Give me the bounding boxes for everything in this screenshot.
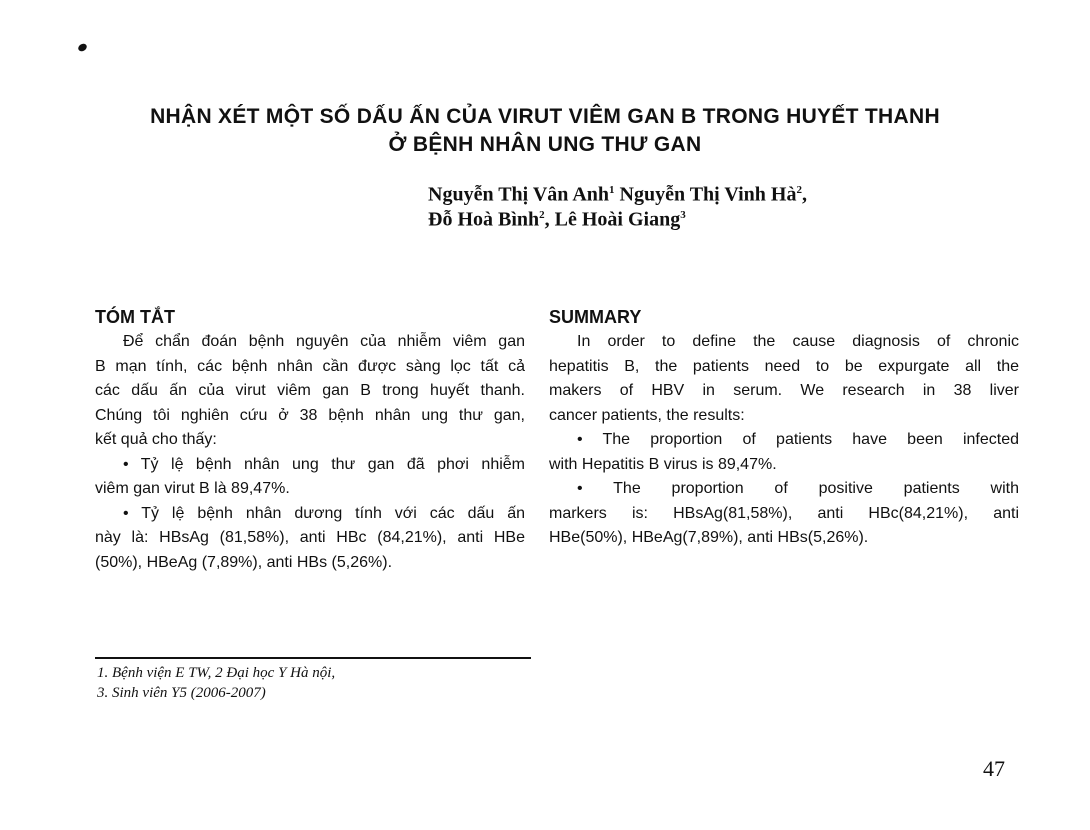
text-line: các dấu ấn của virut viêm gan B trong huyết thanh. — [95, 382, 525, 399]
author-name: Nguyễn Thị Vân Anh — [428, 183, 610, 206]
affiliation-mark: 2 — [539, 209, 545, 221]
summary-heading: SUMMARY — [549, 307, 642, 327]
affiliation-mark: 2 — [796, 184, 802, 196]
tomtat-section — [95, 305, 525, 575]
author-name: Nguyễn Thị Vinh Hà — [614, 183, 797, 206]
bullet-line: • The proportion of positive patients with — [577, 480, 1019, 497]
text-line: (50%), HBeAg (7,89%), anti HBs (5,26%). — [95, 553, 393, 571]
affiliation-mark: 1 — [609, 184, 615, 196]
footnote-divider — [95, 657, 531, 659]
text-line: HBe(50%), HBeAg(7,89%), anti HBs(5,26%). — [549, 529, 869, 546]
affiliation-mark: 3 — [680, 209, 686, 221]
text-line: này là: HBsAg (81,58%), anti HBc (84,21%), anti HBe — [95, 529, 525, 546]
scan-mark — [77, 42, 88, 53]
text-line: hepatitis B, the patients need to be expurgate all the — [549, 357, 1019, 375]
text-line: kết quả cho thấy: — [95, 431, 217, 448]
text-line: viêm gan virut B là 89,47%. — [95, 480, 290, 497]
authors-line2 — [428, 203, 686, 233]
article-title-line1: NHẬN XÉT MỘT SỐ DẤU ẤN CỦA VIRUT VIÊM GAN B TRONG HUYẾT THANH — [150, 105, 940, 128]
text-line: markers is: HBsAg(81,58%), anti HBc(84,21%), anti — [549, 504, 1019, 522]
footnote-line2: 3. Sinh viên Y5 (2006-2007) — [97, 685, 266, 701]
bullet-line: • Tỷ lệ bệnh nhân dương tính với các dấu ấn — [123, 504, 525, 522]
tomtat-heading: TÓM TẮT — [95, 307, 175, 327]
text-line: with Hepatitis B virus is 89,47%. — [549, 455, 777, 473]
text-line: makers of HBV in serum. We research in 38 liver — [549, 382, 1019, 399]
summary-section — [549, 305, 1019, 551]
article-title-line2: Ở BỆNH NHÂN UNG THƯ GAN — [388, 133, 702, 156]
text-line: B mạn tính, các bệnh nhân cần được sàng lọc tất cả — [95, 357, 525, 375]
footnote-line1: 1. Bệnh viện E TW, 2 Đại học Y Hà nội, — [97, 665, 336, 681]
separator: , — [801, 183, 807, 206]
text-line: In order to define the cause diagnosis of chronic — [577, 333, 1019, 350]
text-line: Chúng tôi nghiên cứu ở 38 bệnh nhân ung thư gan, — [95, 406, 525, 424]
page-number: 47 — [983, 756, 1005, 781]
author-name: , Lê Hoài Giang — [544, 208, 681, 231]
text-line: Để chẩn đoán bệnh nguyên của nhiễm viêm gan — [123, 333, 525, 350]
author-name: Đỗ Hoà Bình — [428, 208, 540, 231]
bullet-line: • The proportion of patients have been infected — [577, 431, 1019, 448]
text-line: cancer patients, the results: — [549, 406, 745, 424]
bullet-line: • Tỷ lệ bệnh nhân ung thư gan đã phơi nhiễm — [123, 455, 525, 473]
